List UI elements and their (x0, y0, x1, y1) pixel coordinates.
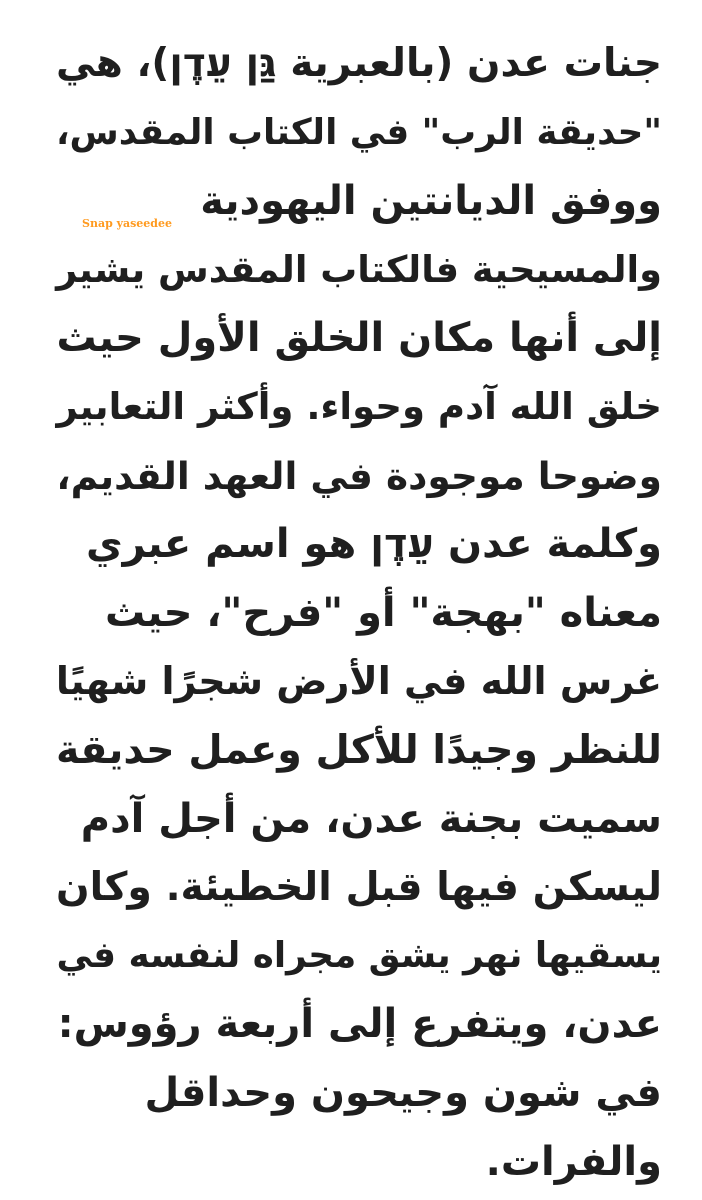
text-line-15: عدن، ويتفرع إلى أربعة رؤوس: (57, 1001, 662, 1048)
text-line-12: سميت بجنة عدن، من أجل آدم (80, 795, 662, 842)
text-line-1: جنات عدن (بالعبرية גַּן עֵדֶן)، هي (55, 41, 662, 86)
text-line-6: خلق الله آدم وحواء. وأكثر التعابير (56, 384, 662, 428)
snap-watermark: Snap yaseedee (82, 217, 172, 230)
article-text (56, 30, 662, 1196)
text-line-5: إلى أنها مكان الخلق الأول حيث (56, 315, 662, 362)
text-line-7: وضوحا موجودة في العهد القديم، (56, 453, 662, 498)
text-line-9: معناه "بهجة" أو "فرح"، حيث (104, 589, 662, 636)
text-line-17: والفرات. (485, 1138, 662, 1185)
text-line-2: "حديقة الرب" في الكتاب المقدس، (56, 111, 662, 153)
text-line-14: يسقيها نهر يشق مجراه لنفسه في (56, 934, 662, 976)
text-line-8: وكلمة عدن עֵדֶן هو اسم عبري (86, 521, 662, 568)
text-line-11: للنظر وجيدًا للأكل وعمل حديقة (56, 726, 662, 773)
text-line-3: ووفق الديانتين اليهودية (200, 178, 662, 225)
text-line-4: والمسيحية فالكتاب المقدس يشير (56, 247, 662, 291)
text-line-13: ليسكن فيها قبل الخطيئة. وكان (56, 864, 662, 911)
text-line-10: غرس الله في الأرض شجرًا شهيًا (55, 659, 662, 704)
text-line-16: في شون وجيحون وحداقل (144, 1069, 662, 1116)
